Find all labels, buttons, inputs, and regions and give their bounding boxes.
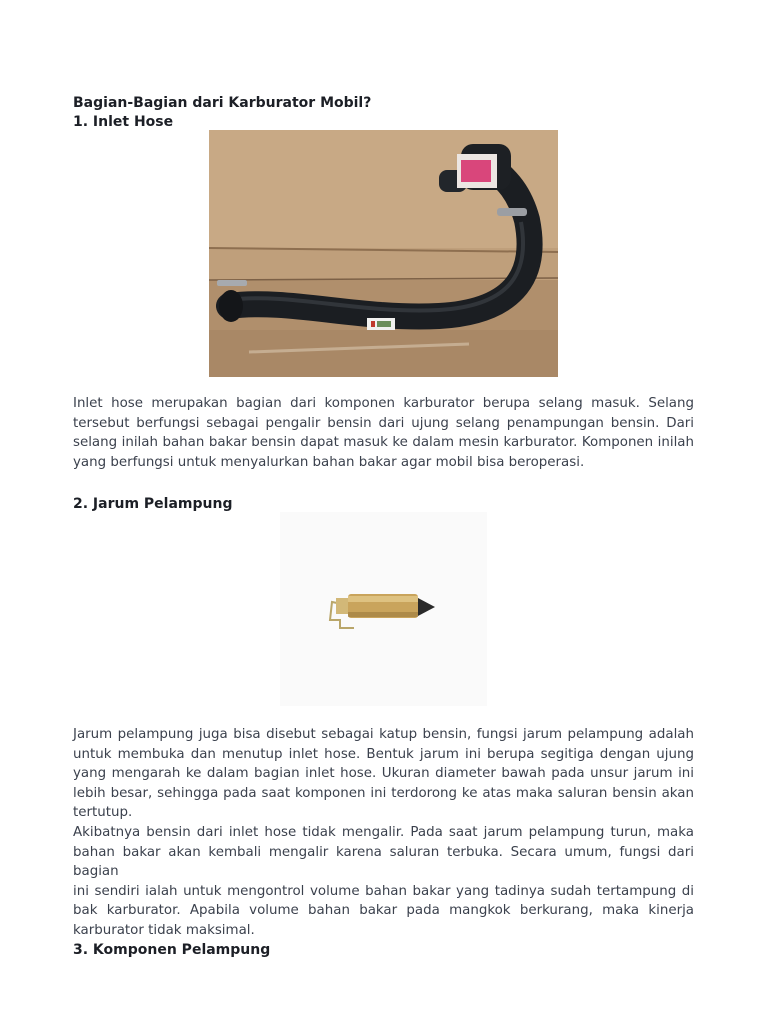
paragraph-line: selang inilah bahan bakar bensin dapat masuk ke dalam mesin karburator. Komponen inilah [73,435,694,451]
section-heading-inlet-hose: 1. Inlet Hose [73,114,174,130]
paragraph-line: ini sendiri ialah untuk mengontrol volume bahan bakar yang tadinya sudah tertampung di [73,883,694,899]
float-needle-photo [280,512,487,706]
paragraph-line: lebih besar, sehingga pada saat komponen ini terdorong ke atas maka saluran bensin akan [73,785,694,801]
paragraph-line: tersebut berfungsi sebagai pengalir bensin dari ujung selang penampungan bensin. Dari [73,415,694,431]
paragraph-line: untuk membuka dan menutup inlet hose. Bentuk jarum ini berupa segitiga dengan ujung [73,746,694,762]
paragraph-line: bak karburator. Apabila volume bahan bakar pada mangkok berkurang, maka kinerja [73,903,694,919]
paragraph-line: yang mengarah ke dalam bagian inlet hose. Ukuran diameter bawah pada unsur jarum ini [73,766,694,782]
inlet-hose-paragraph [73,394,694,472]
paragraph-line: yang berfungsi untuk menyalurkan bahan bakar agar mobil bisa beroperasi. [73,454,585,470]
paragraph-line: tertutup. [73,805,133,821]
document-title: Bagian-Bagian dari Karburator Mobil? [73,95,372,111]
paragraph-line: karburator tidak maksimal. [73,922,255,938]
paragraph-line: Inlet hose merupakan bagian dari komponen karburator berupa selang masuk. Selang [73,396,694,411]
section-heading-komponen-pelampung: 3. Komponen Pelampung [73,942,271,958]
paragraph-line: Jarum pelampung juga bisa disebut sebagai katup bensin, fungsi jarum pelampung adalah [73,727,694,742]
section-heading-jarum-pelampung: 2. Jarum Pelampung [73,496,233,512]
paragraph-line: Akibatnya bensin dari inlet hose tidak mengalir. Pada saat jarum pelampung turun, maka [73,824,694,840]
jarum-pelampung-paragraph [73,725,694,941]
inlet-hose-photo [209,130,558,377]
paragraph-line: bahan bakar akan kembali mengalir karena saluran terbuka. Secara umum, fungsi dari bagian [73,844,694,880]
